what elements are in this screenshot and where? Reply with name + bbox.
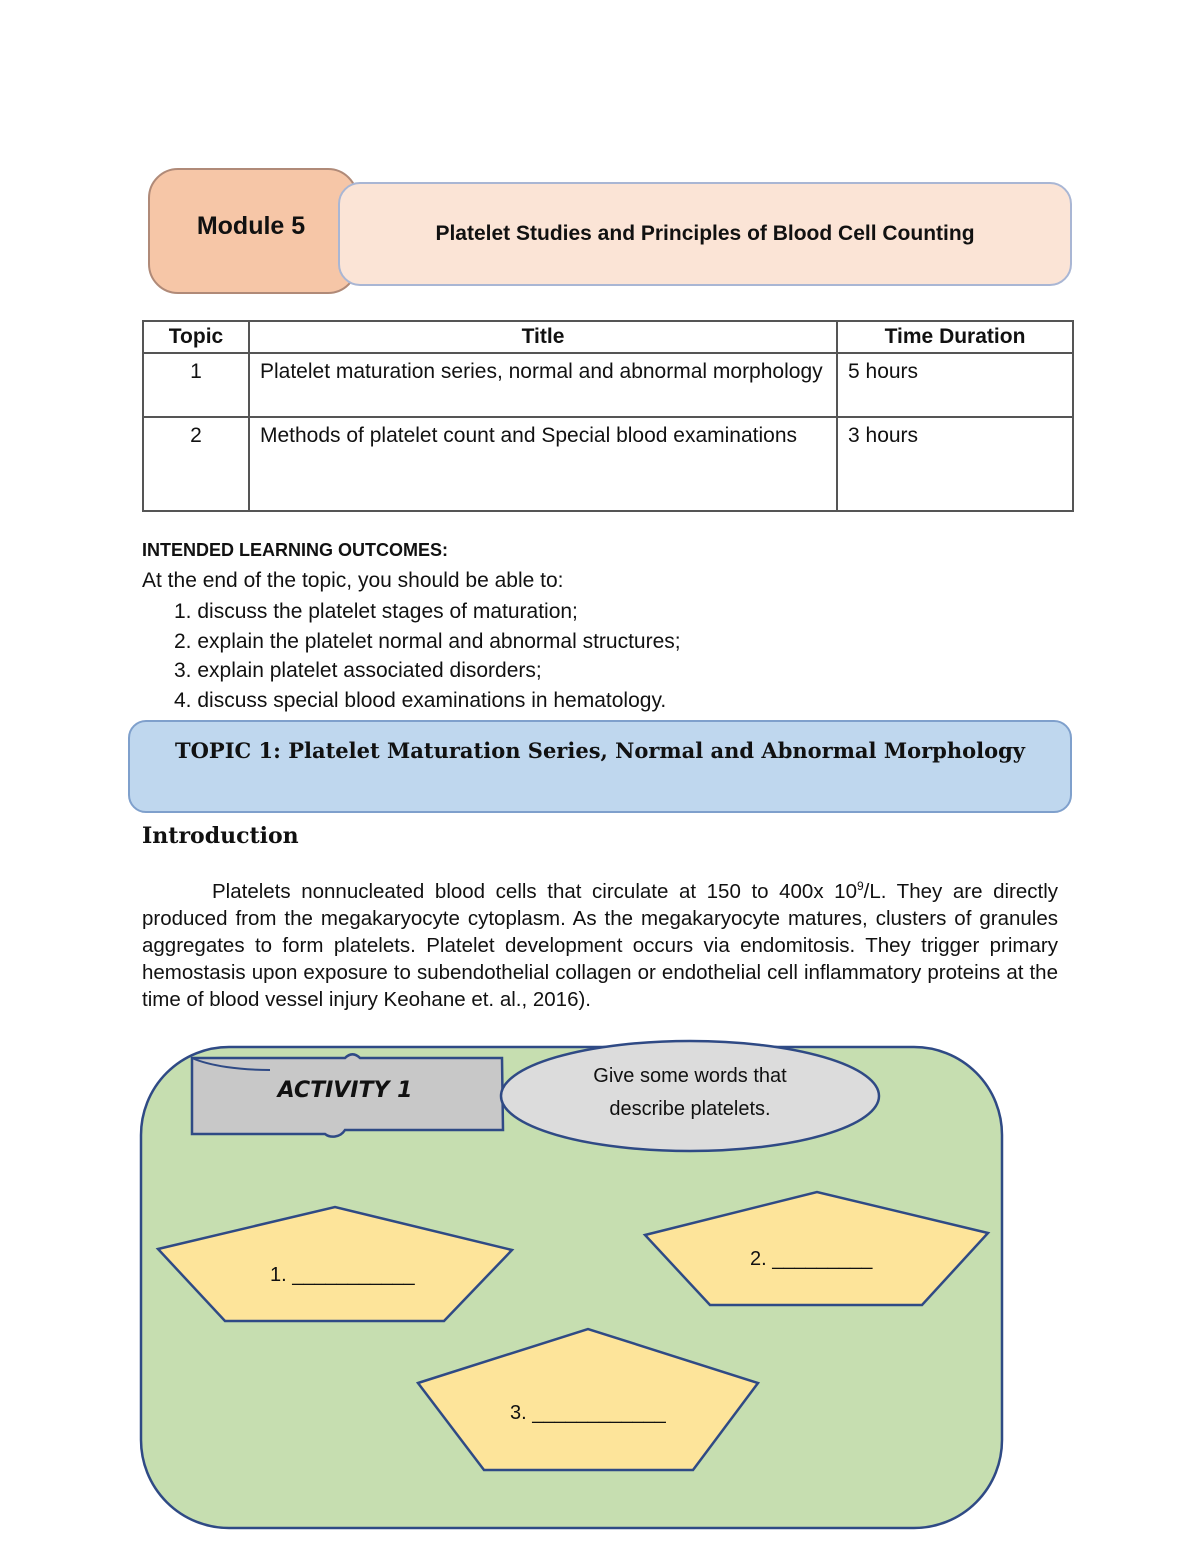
cell-topic: 2 xyxy=(143,417,249,511)
header-duration: Time Duration xyxy=(837,321,1073,353)
answer-blank-3[interactable]: 3. ____________ xyxy=(510,1402,666,1424)
intro-text-part2: /L. They are directly produced from the megakaryocyte cytoplasm. As the megakaryocyte matures, clusters of granules aggregates to form platelets. Platelet development occurs via endomitosis. They trigger primary hemostasis upon exposure to subendothelial collagen or endothelial cell inflammatory proteins at the time of blood vessel injury Keohane et. al., 2016). xyxy=(142,880,1058,1011)
topic-banner-title: TOPIC 1: Platelet Maturation Series, Normal and Abnormal Morphology xyxy=(175,738,1025,763)
list-item: 4. discuss special blood examinations in hematology. xyxy=(174,688,667,712)
cell-title: Platelet maturation series, normal and abnormal morphology xyxy=(249,353,837,417)
module-title: Platelet Studies and Principles of Blood Cell Counting xyxy=(435,222,975,245)
activity-label: ACTIVITY 1 xyxy=(277,1078,413,1103)
cell-title: Methods of platelet count and Special blood examinations xyxy=(249,417,837,511)
intro-text-part1: Platelets nonnucleated blood cells that circulate at 150 to 400x 10 xyxy=(212,880,857,903)
header-topic: Topic xyxy=(143,321,249,353)
cell-topic: 1 xyxy=(143,353,249,417)
answer-blank-1[interactable]: 1. ___________ xyxy=(270,1264,415,1286)
exponent: 9 xyxy=(856,879,864,894)
cell-duration: 3 hours xyxy=(837,417,1073,511)
list-item: 1. discuss the platelet stages of maturation; xyxy=(174,600,578,623)
cell-duration: 5 hours xyxy=(837,353,1073,417)
list-item: 2. explain the platelet normal and abnormal structures; xyxy=(174,629,681,653)
ilo-heading: INTENDED LEARNING OUTCOMES: xyxy=(142,540,448,560)
header-title: Title xyxy=(249,321,837,353)
answer-blank-2[interactable]: 2. _________ xyxy=(750,1248,873,1270)
activity-prompt: Give some words that describe platelets. xyxy=(593,1065,787,1120)
list-item: 3. explain platelet associated disorders; xyxy=(174,659,542,682)
module-label: Module 5 xyxy=(196,212,306,240)
section-heading-introduction: Introduction xyxy=(142,823,299,849)
ilo-intro: At the end of the topic, you should be able to: xyxy=(142,569,564,592)
